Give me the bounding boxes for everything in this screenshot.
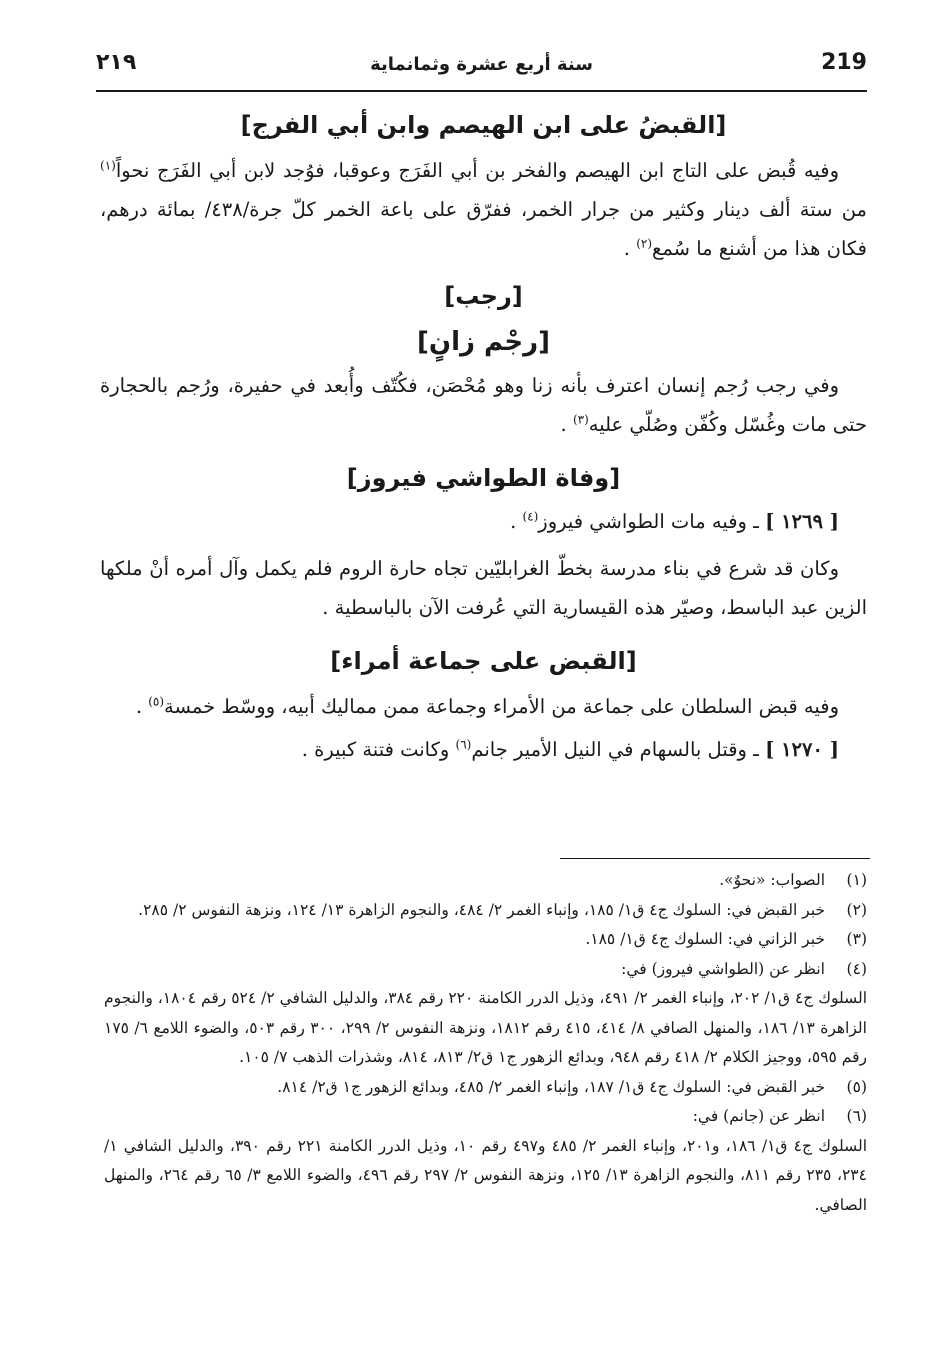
footnote-4-sources: السلوك ج٤ ق١/ ٢٠٢، وإنباء الغمر ٢/ ٤٩١، وذيل الدرر الكامنة ٢٢٠ رقم ٣٨٤، والدليل الشافي ٢/ ٥٢٤ رقم ١٨٠٤، والنجوم الزاهرة ١٣/ ١٨٦، والمنهل الصافي ٨/ ٤١٤، ٤١٥ رقم ١٨١٢، ونزهة النفوس ٢/ ٢٩٩، ٣٠٠ رقم ٥٠٣، والضوء اللامع ٦/ ١٧٥ رقم ٥٩٥، ووجيز الكلام ٢/ ٤١٨ رقم ٩٤٨، وبدائع الزهور ج١ ق٢/ ٨١٣، ٨١٤، وشذرات الذهب ٧/ ١٠٥. xyxy=(104,989,868,1066)
header-divider xyxy=(96,90,867,92)
footnote-text: خبر القبض في: السلوك ج٤ ق١/ ١٨٧، وإنباء الغمر ٢/ ٤٨٥، وبدائع الزهور ج١ ق٢/ ٨١٤. xyxy=(277,1077,825,1096)
footnote-4 xyxy=(104,955,867,985)
entry-text: وكانت فتنة كبيرة . xyxy=(301,738,456,761)
page-number-latin: 219 xyxy=(821,50,867,75)
page-header xyxy=(96,50,867,86)
footnote-number: (١) xyxy=(846,871,867,889)
footnote-number: (٢) xyxy=(846,900,867,919)
footnote-ref: (١) xyxy=(100,158,116,173)
paragraph-stoning xyxy=(100,366,867,444)
footnote-text: الصواب: «نحوٌ». xyxy=(719,871,825,889)
entry-text: ـ وفيه مات الطواشي فيروز xyxy=(538,510,766,533)
section-heading-rajab: [رجب] xyxy=(444,282,523,310)
footnote-divider xyxy=(560,858,870,859)
paragraph-text: وفيه قبض السلطان على جماعة من الأمراء وجماعة ممن مماليك أبيه، ووسّط خمسة xyxy=(164,695,839,718)
footnote-text: خبر القبض في: السلوك ج٤ ق١/ ١٨٥، وإنباء الغمر ٢/ ٤٨٤، والنجوم الزاهرة ١٣/ ١٢٤، ونزهة النفوس ٢/ ٢٨٥. xyxy=(138,900,825,919)
footnote-1 xyxy=(104,866,867,896)
paragraph-text: وفي رجب رُجم إنسان اعترف بأنه زنا وهو مُحْصَن، فكُتّف وأُبعد في حفيرة، ورُجم بالحجارة حتى مات وغُسّل وكُفّن وصُلّي عليه xyxy=(100,374,867,436)
footnote-5 xyxy=(104,1073,867,1103)
footnote-3 xyxy=(104,925,867,955)
footnote-number: (٣) xyxy=(846,930,867,948)
paragraph-text: . xyxy=(135,695,149,718)
paragraph-arrest xyxy=(100,151,867,268)
footnote-text: انظر عن (الطواشي فيروز) في: xyxy=(621,959,825,978)
footnote-number: (٦) xyxy=(846,1107,867,1125)
section-heading-arrest: [القبضُ على ابن الهيصم وابن أبي الفرج] xyxy=(240,111,727,139)
paragraph-text: . xyxy=(623,237,637,260)
footnote-6 xyxy=(104,1102,867,1132)
entry-text: . xyxy=(510,510,523,533)
paragraph-text: . xyxy=(560,413,573,436)
footnote-number: (٥) xyxy=(846,1077,867,1096)
entry-text: ـ وقتل بالسهام في النيل الأمير جانم xyxy=(471,738,766,761)
entry-1270 xyxy=(100,730,867,769)
footnote-text: انظر عن (جانم) في: xyxy=(692,1107,825,1125)
footnote-ref: (٦) xyxy=(455,737,472,752)
footnote-text: خبر الزاني في: السلوك ج٤ ق١/ ١٨٥. xyxy=(585,930,825,948)
footnote-2 xyxy=(104,896,867,926)
entry-number: [ ١٢٧٠ ] xyxy=(765,738,839,761)
section-heading-death-fairuz: [وفاة الطواشي فيروز] xyxy=(346,464,621,492)
entry-1269 xyxy=(100,502,867,541)
footnote-ref: (٣) xyxy=(572,412,589,427)
footnotes xyxy=(104,866,867,1220)
paragraph-madrasa: وكان قد شرع في بناء مدرسة بخطّ الغرابليّين تجاه حارة الروم فلم يكمل وآل أمره أنْ ملكها الزين عبد الباسط، وصيّر هذه القيسارية التي عُرفت الآن بالباسطية . xyxy=(100,557,867,619)
section-heading-stoning: [رجْم زانٍ] xyxy=(417,327,550,357)
entry-number: [ ١٢٦٩ ] xyxy=(765,510,839,533)
footnote-ref: (٤) xyxy=(522,509,539,524)
footnote-ref: (٥) xyxy=(148,694,165,709)
main-text xyxy=(100,105,867,769)
paragraph-text: وفيه قُبض على التاج ابن الهيصم والفخر بن أبي الفَرَج وعوقبا، فوُجد لابن أبي الفَرَج نحواً xyxy=(115,159,839,182)
page-number-arabic: ٢١٩ xyxy=(96,50,137,75)
paragraph-emirs xyxy=(100,687,867,726)
footnote-number: (٤) xyxy=(846,959,867,978)
paragraph-text: من ستة ألف دينار وكثير من جرار الخمر، ففرّق على باعة الخمر كلّ جرة/٤٣٨/ بمائة درهم، فكان هذا من أشنع ما سُمع xyxy=(100,198,868,260)
running-title: سنة أربع عشرة وثمانماية xyxy=(370,54,593,75)
footnote-6-sources: السلوك ج٤ ق١/ ١٨٦، و٢٠١، وإنباء الغمر ٢/ ٤٨٥ و٤٩٧ رقم ١٠، وذيل الدرر الكامنة ٢٢١ رقم ٣٩٠، والدليل الشافي ١/ ٢٣٤، ٢٣٥ رقم ٨١١، والنجوم الزاهرة ١٣/ ١٢٥، ونزهة النفوس ٢/ ٢٩٧ رقم ٤٩٦، والضوء اللامع ٣/ ٦٥ رقم ٢٦٤، والمنهل الصافي. xyxy=(104,1136,867,1214)
section-heading-emirs-arrest: [القبض على جماعة أمراء] xyxy=(330,647,637,675)
footnote-ref: (٢) xyxy=(636,236,653,251)
